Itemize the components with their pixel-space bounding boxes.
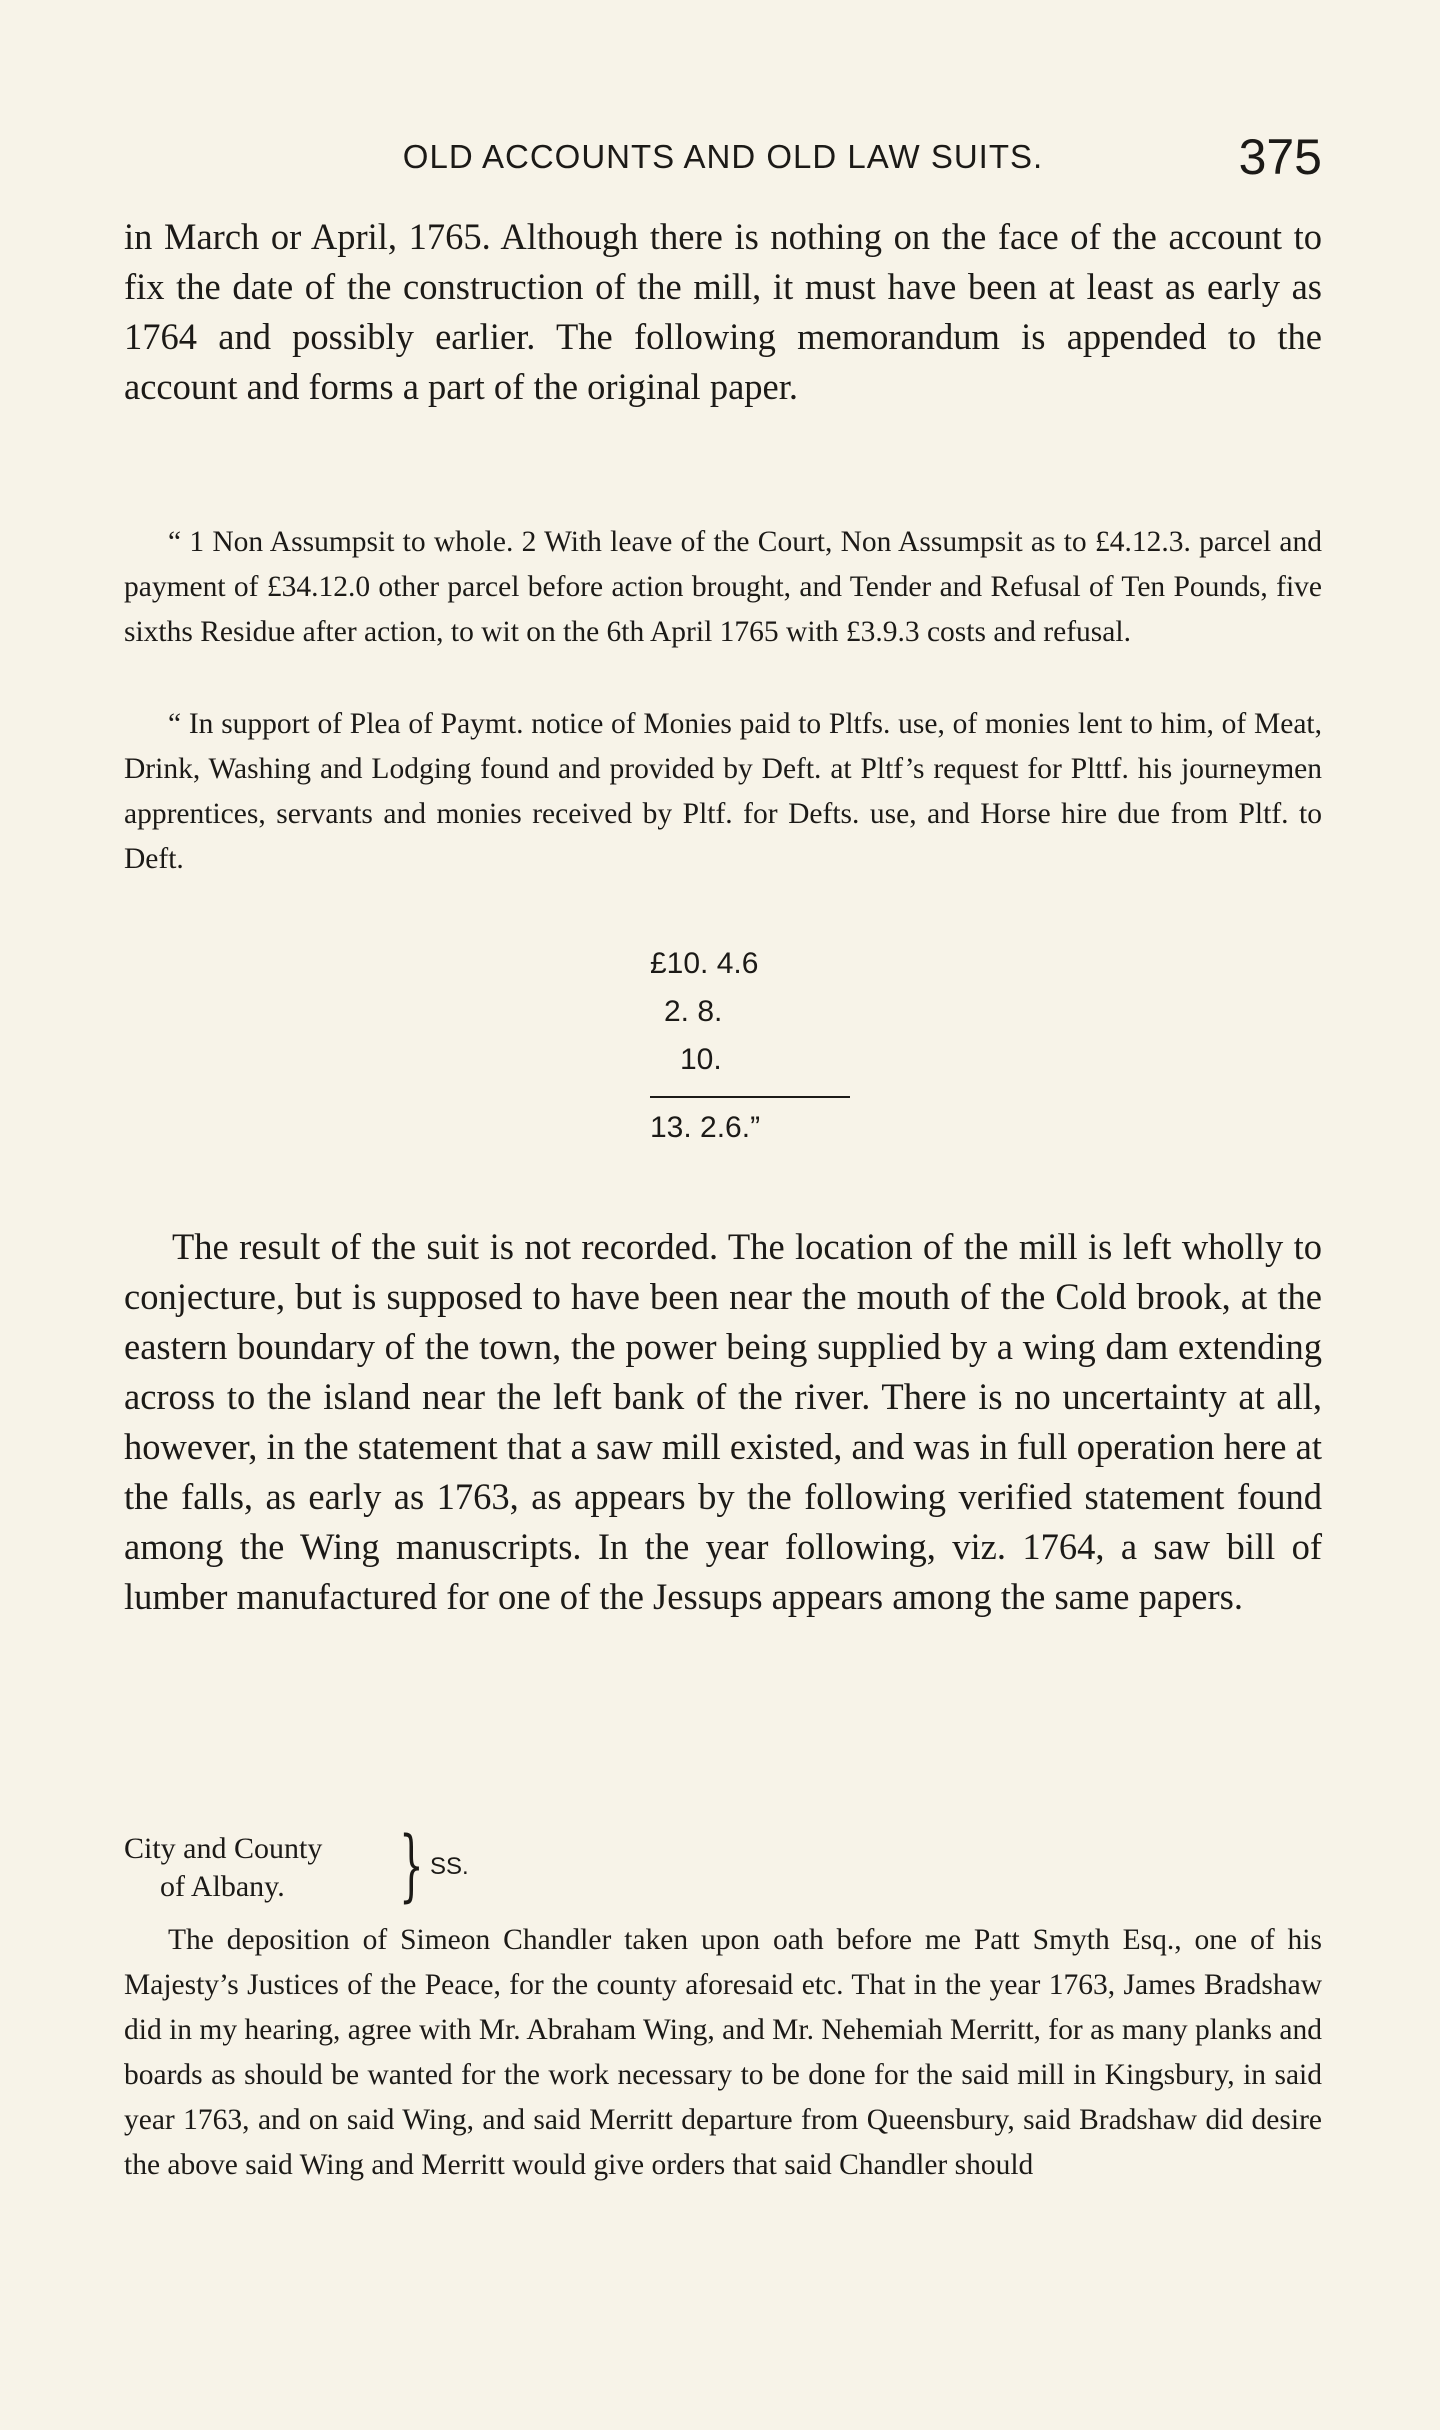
venue-caption [124,1821,469,1911]
running-head [124,128,1322,188]
venue-ss: SS. [430,1853,469,1880]
sum-line: £10. 4.6 [650,947,759,980]
sum-line: 10. [680,1043,722,1076]
memo-paragraph-pleas: “ 1 Non Assumpsit to whole. 2 With leave of the Court, Non Assumpsit as to £4.12.3. parcel and payment of £34.12.0 other parcel before action brought, and Tender and Refusal of Ten Pounds, five sixths Residue after action, to wit on the 6th April 1765 with £3.9.3 costs and refusal. [124,526,1322,648]
venue-brace: } [399,1821,424,1911]
memo-paragraph-payment: “ In support of Plea of Paymt. notice of Monies paid to Pltfs. use, of monies lent to him, of Meat, Drink, Washing and Lodging found and provided by Deft. at Pltf’s request for Plttf. his journeymen apprentices, servants and monies received by Pltf. for Defts. use, and Horse hire due from Pltf. to Deft. [124,708,1322,875]
paragraph-intro: in March or April, 1765. Although there is nothing on the face of the account to fix the date of the construction of the mill, it must have been at least as early as 1764 and possibly earlier. The following memorandum is appended to the account and forms a part of the original paper. [124,216,1322,407]
page-number: 375 [1238,129,1322,185]
paragraph-result: The result of the suit is not recorded. The location of the mill is left wholly to conjecture, but is supposed to have been near the mouth of the Cold brook, at the eastern boundary of the town, the power being supplied by a wing dam extending across to the island near the left bank of the river. There is no uncertainty at all, however, in the statement that a saw mill existed, and was in full operation here at the falls, as early as 1763, as appears by the following verified statement found among the Wing manuscripts. In the year following, viz. 1764, a saw bill of lumber manufactured for one of the Jessups appears among the same papers. [124,1226,1322,1617]
paragraph-deposition: The deposition of Simeon Chandler taken upon oath before me Patt Smyth Esq., one of his Majesty’s Justices of the Peace, for the county aforesaid etc. That in the year 1763, James Bradshaw did in my hearing, agree with Mr. Abraham Wing, and Mr. Nehemiah Merritt, for as many planks and boards as should be wanted for the work necessary to be done for the said mill in Kingsbury, in said year 1763, and on said Wing, and said Merritt departure from Queensbury, said Bradshaw did desire the above said Wing and Merritt would give orders that said Chandler should [124,1924,1322,2181]
sum-total: 13. 2.6.” [650,1096,850,1152]
running-title: OLD ACCOUNTS AND OLD LAW SUITS. [402,138,1044,175]
sum-line: 2. 8. [664,995,723,1028]
venue-line: of Albany. [160,1870,285,1903]
venue-line: City and County [124,1832,323,1865]
sum-block [650,940,850,1152]
